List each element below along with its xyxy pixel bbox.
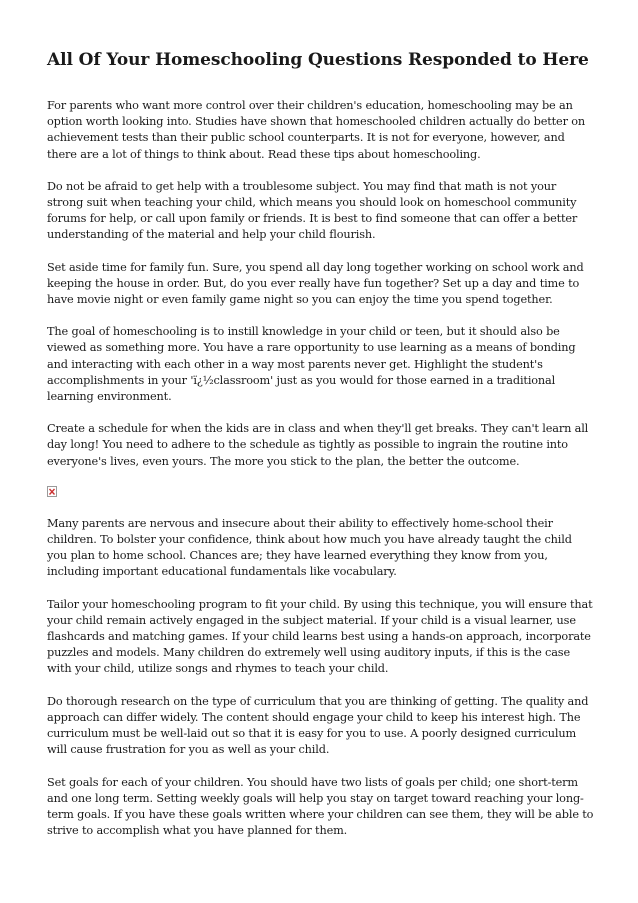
paragraph: Many parents are nervous and insecure about their ability to effectively home-school their children. To bolster your confidence, think about how much you have already taught the child you plan to home school. Chances are; they have learned everything they know from you, including important educational fundamentals like vocabulary. [47,516,572,579]
paragraph: Do not be afraid to get help with a troublesome subject. You may find that math is not your strong suit when teaching your child, which means you should look on homeschool community forums for help, or call upon family or friends. It is best to find someone that can offer a better understanding of the material and help your child flourish. [47,179,578,242]
paragraph: The goal of homeschooling is to instill knowledge in your child or teen, but it should also be viewed as something more. You have a rare opportunity to use learning as a means of bonding and interacting with each other in a way most parents never get. Highlight the student's accomplishments in your 'ï¿½classroom' just as you would for those earned in a traditional learning environment. [47,325,576,404]
broken-image-glyph [48,487,56,496]
paragraph: Create a schedule for when the kids are in class and when they'll get breaks. They can't learn all day long! You need to adhere to the schedule as tightly as possible to ingrain the routine into everyone's lives, even yours. The more you stick to the plan, the better the outcome. [47,422,589,468]
paragraph: Set goals for each of your children. You should have two lists of goals per child; one short-term and one long term. Setting weekly goals will help you stay on target toward reaching your long-term goals. If you have these goals written where your children can see them, they will be able to strive to accomplish what you have planned for them. [47,775,594,838]
paragraph: Tailor your homeschooling program to fit your child. By using this technique, you will ensure that your child remain actively engaged in the subject material. If your child is a visual learner, use flashcards and matching games. If your child learns best using a hands-on approach, incorporate puzzles and models. Many children do extremely well using auditory inputs, if this is the case with your child, utilize songs and rhymes to teach your child. [47,597,593,676]
page-title: All Of Your Homeschooling Questions Responded to Here [47,50,589,70]
document-page [47,49,595,855]
paragraph: For parents who want more control over their children's education, homeschooling may be an option worth looking into. Studies have shown that homeschooled children actually do better on achievement tests than their public school counterparts. It is not for everyone, however, and there are a lot of things to think about. Read these tips about homeschooling. [47,99,586,161]
paragraph: Do thorough research on the type of curriculum that you are thinking of getting. The quality and approach can differ widely. The content should engage your child to keep his interest high. The curriculum must be well-laid out so that it is easy for you to use. A poorly designed curriculum will cause frustration for you as well as your child. [47,694,589,757]
paragraph: Set aside time for family fun. Sure, you spend all day long together working on school work and keeping the house in order. But, do you ever really have fun together? Set up a day and time to have movie night or even family game night so you can enjoy the time you spend together. [47,260,584,307]
broken-image-icon [47,486,57,497]
